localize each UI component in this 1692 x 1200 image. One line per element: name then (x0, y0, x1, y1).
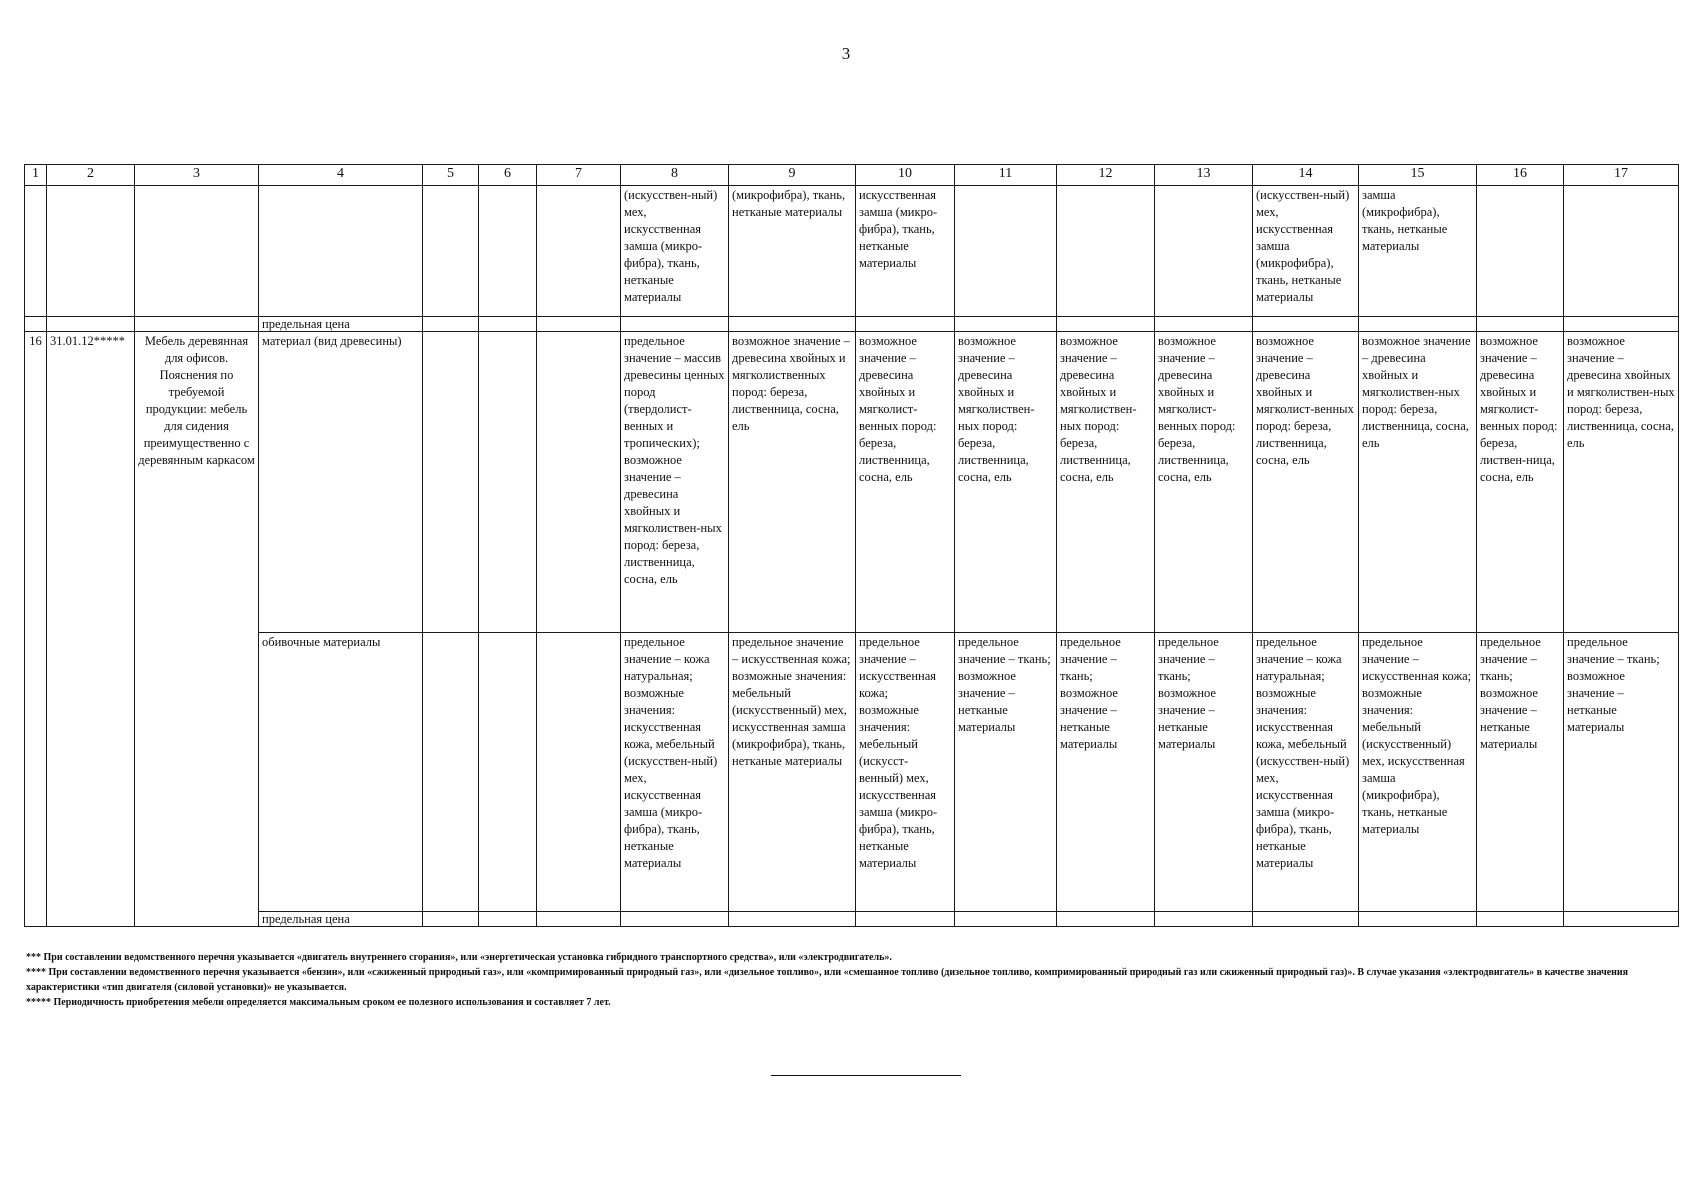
material-cell-15: возможное значение – древесина хвойных и мягколиствен-ных пород: береза, лиственница, сосна, ель (1359, 332, 1477, 633)
upholstery-cell-15: предельное значение – искусственная кожа; возможные значения: мебельный (искусственный) мех, искусственная замша (микрофибра), ткань, нетканые материалы (1359, 633, 1477, 912)
upholstery-cell-9: предельное значение – искусственная кожа; возможные значения: мебельный (искусственный) мех, искусственная замша (микрофибра), ткань, нетканые материалы (729, 633, 856, 912)
table-cell (537, 633, 621, 912)
table-cell (1359, 317, 1477, 332)
bottom-rule (771, 1075, 961, 1076)
col-header-12: 12 (1057, 165, 1155, 186)
col-header-9: 9 (729, 165, 856, 186)
col-header-10: 10 (856, 165, 955, 186)
material-cell-13: возможное значение – древесина хвойных и мягколист-венных пород: береза, лиственница, сосна, ель (1155, 332, 1253, 633)
col-header-4: 4 (259, 165, 423, 186)
table-cell (479, 332, 537, 633)
col-header-6: 6 (479, 165, 537, 186)
price-row (25, 317, 1679, 332)
cont-cell-8: (искусствен-ный) мех, искусственная замша (микро-фибра), ткань, нетканые материалы (621, 186, 729, 317)
col-header-8: 8 (621, 165, 729, 186)
upholstery-cell-16: предельное значение – ткань; возможное значение – нетканые материалы (1477, 633, 1564, 912)
col-header-14: 14 (1253, 165, 1359, 186)
table-cell (729, 912, 856, 927)
table-cell (955, 186, 1057, 317)
table-cell (25, 186, 47, 317)
col-header-2: 2 (47, 165, 135, 186)
table-cell (1155, 912, 1253, 927)
requirements-table (24, 164, 1679, 927)
table-cell (537, 317, 621, 332)
table-cell (1253, 912, 1359, 927)
table-cell (537, 912, 621, 927)
material-cell-10: возможное значение – древесина хвойных и мягколист-венных пород: береза, лиственница, сосна, ель (856, 332, 955, 633)
table-cell (856, 912, 955, 927)
material-row (25, 332, 1679, 633)
item-code: 31.01.12***** (47, 332, 135, 927)
table-cell (479, 186, 537, 317)
cont-cell-10: искусственная замша (микро-фибра), ткань, нетканые материалы (856, 186, 955, 317)
table-cell (856, 317, 955, 332)
table-cell (1359, 912, 1477, 927)
table-cell (1057, 912, 1155, 927)
item-name: Мебель деревянная для офисов. Пояснения по требуемой продукции: мебель для сидения преимущественно с деревянным каркасом (135, 332, 259, 927)
table-cell (25, 317, 47, 332)
material-cell-8: предельное значение – массив древесины ценных пород (твердолист-венных и тропических); возможное значение – древесина хвойных и мягколиствен-ных пород: береза, лиственница, сосна, ель (621, 332, 729, 633)
table-cell (479, 633, 537, 912)
table-cell (1564, 912, 1679, 927)
col-header-7: 7 (537, 165, 621, 186)
material-cell-14: возможное значение – древесина хвойных и мягколист-венных пород: береза, лиственница, сосна, ель (1253, 332, 1359, 633)
cont-cell-9: (микрофибра), ткань, нетканые материалы (729, 186, 856, 317)
table-header-row (25, 165, 1679, 186)
table-cell (423, 317, 479, 332)
table-cell (537, 332, 621, 633)
footnote: *** При составлении ведомственного перечня указывается «двигатель внутреннего сгорания», или «энергетическая установка гибридного транспортного средства», или «электродвигатель». (26, 952, 892, 963)
table-cell (621, 912, 729, 927)
table-cell (1564, 186, 1679, 317)
footnote: **** При составлении ведомственного перечня указывается «бензин», или «сжиженный природный газ», или «компримированный природный газ», или «дизельное топливо», или «смешанное топливо (дизельное топливо, компримированный природный газ или сжиженный природный газ)». В случае указания «электродвигатель» в качестве значения характеристики «тип двигателя (силовой установки)» не указывается. (26, 967, 1629, 993)
material-label: материал (вид древесины) (259, 332, 423, 633)
item-number: 16 (25, 332, 47, 927)
table-cell (135, 186, 259, 317)
material-cell-16: возможное значение – древесина хвойных и мягколист-венных пород: береза, листвен-ница, сосна, ель (1477, 332, 1564, 633)
upholstery-cell-12: предельное значение – ткань; возможное значение – нетканые материалы (1057, 633, 1155, 912)
upholstery-cell-11: предельное значение – ткань; возможное значение – нетканые материалы (955, 633, 1057, 912)
col-header-17: 17 (1564, 165, 1679, 186)
table-cell (1155, 317, 1253, 332)
table-cell (1057, 186, 1155, 317)
table-cell (729, 317, 856, 332)
table-cell (955, 912, 1057, 927)
table-cell (1477, 317, 1564, 332)
upholstery-cell-17: предельное значение – ткань; возможное значение – нетканые материалы (1564, 633, 1679, 912)
price-label: предельная цена (259, 912, 423, 927)
table-cell (955, 317, 1057, 332)
table-cell (423, 912, 479, 927)
upholstery-cell-14: предельное значение – кожа натуральная; возможные значения: искусственная кожа, мебельный (искусствен-ный) мех, искусственная замша (микро-фибра), ткань, нетканые материалы (1253, 633, 1359, 912)
material-cell-11: возможное значение – древесина хвойных и мягколиствен-ных пород: береза, лиственница, сосна, ель (955, 332, 1057, 633)
table-cell (1253, 317, 1359, 332)
cont-cell-15: замша (микрофибра), ткань, нетканые материалы (1359, 186, 1477, 317)
table-cell (259, 186, 423, 317)
table-cell (47, 317, 135, 332)
col-header-11: 11 (955, 165, 1057, 186)
table-cell (1057, 317, 1155, 332)
table-cell (423, 633, 479, 912)
upholstery-cell-13: предельное значение – ткань; возможное значение – нетканые материалы (1155, 633, 1253, 912)
table-cell (423, 332, 479, 633)
footnote: ***** Периодичность приобретения мебели определяется максимальным сроком ее полезного использования и составляет 7 лет. (26, 997, 611, 1008)
material-cell-17: возможное значение – древесина хвойных и мягколиствен-ных пород: береза, лиственница, сосна, ель (1564, 332, 1679, 633)
upholstery-row (25, 633, 1679, 912)
table-cell (1477, 912, 1564, 927)
table-cell (479, 912, 537, 927)
upholstery-cell-8: предельное значение – кожа натуральная; возможные значения: искусственная кожа, мебельный (искусствен-ный) мех, искусственная замша (микро-фибра), ткань, нетканые материалы (621, 633, 729, 912)
page-number: 3 (841, 44, 851, 63)
material-cell-9: возможное значение – древесина хвойных и мягколиственных пород: береза, лиственница, сосна, ель (729, 332, 856, 633)
table-cell (537, 186, 621, 317)
table-cell (423, 186, 479, 317)
price-label: предельная цена (259, 317, 423, 332)
footnotes (26, 950, 1666, 1010)
table-cell (621, 317, 729, 332)
cont-cell-14: (искусствен-ный) мех, искусственная замша (микрофибра), ткань, нетканые материалы (1253, 186, 1359, 317)
table-cell (479, 317, 537, 332)
continuation-row (25, 186, 1679, 317)
col-header-15: 15 (1359, 165, 1477, 186)
table-cell (1155, 186, 1253, 317)
col-header-3: 3 (135, 165, 259, 186)
table-cell (1564, 317, 1679, 332)
upholstery-cell-10: предельное значение – искусственная кожа; возможные значения: мебельный (искусст-венный) мех, искусственная замша (микро-фибра), ткань, нетканые материалы (856, 633, 955, 912)
table-cell (47, 186, 135, 317)
price-row (25, 912, 1679, 927)
table-cell (1477, 186, 1564, 317)
col-header-5: 5 (423, 165, 479, 186)
table-cell (135, 317, 259, 332)
upholstery-label: обивочные материалы (259, 633, 423, 912)
col-header-13: 13 (1155, 165, 1253, 186)
col-header-1: 1 (25, 165, 47, 186)
col-header-16: 16 (1477, 165, 1564, 186)
material-cell-12: возможное значение – древесина хвойных и мягколиствен-ных пород: береза, лиственница, сосна, ель (1057, 332, 1155, 633)
